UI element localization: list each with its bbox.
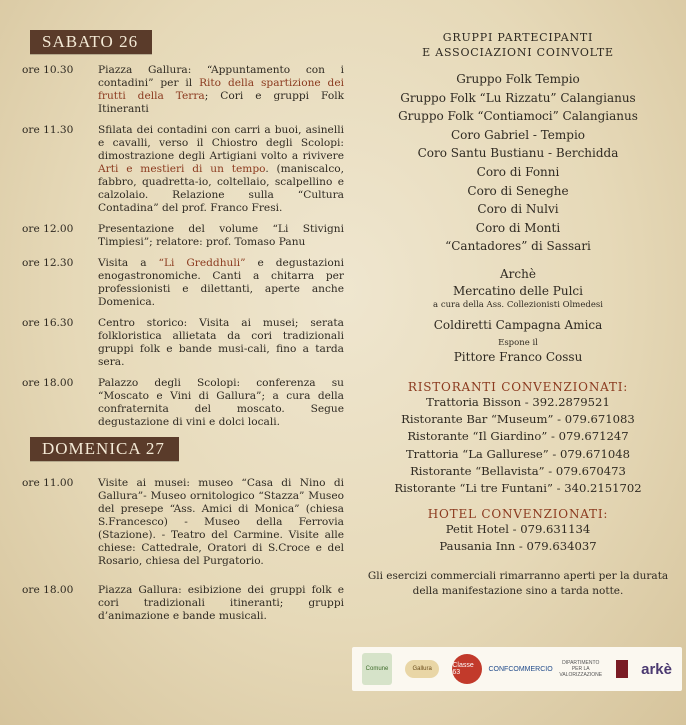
list-item: Petit Hotel - 079.631134 [445,522,591,537]
sabato-banner: SABATO 26 [30,30,152,54]
closing-note: Gli esercizi commerciali rimarranno aperti per la durata della manifestazione sino a tarda notte. [367,570,669,598]
list-item: Ristorante Bar “Museum” - 079.671083 [401,412,635,427]
event-description: Centro storico: Visita ai musei; serata folkloristica allietata da cori tradizionali gruppi folk e bande musi-cali, fino a tarda sera. [98,317,344,368]
event-highlight: Arti e mestieri di un tempo [98,163,266,175]
ristoranti-title: RISTORANTI CONVENZIONATI: [407,379,629,394]
gallura-logo: Gallura [405,660,439,678]
sponsor-logos [352,647,682,691]
event-row [22,223,344,249]
list-item: Gruppo Folk “Contiamoci” Calangianus [398,109,638,124]
list-item: Trattoria “La Gallurese” - 079.671048 [405,446,631,461]
event-row [22,377,344,429]
dipartimento-logo: DIPARTIMENTO PER LA VALORIZZAZIONE [559,660,603,678]
list-item: Trattoria Bisson - 392.2879521 [426,394,610,409]
classe63-logo: Classe 63 [452,654,482,684]
list-item: Pausania Inn - 079.634037 [439,539,597,554]
event-time: ore 11.30 [22,124,74,136]
gruppi-title-line1: GRUPPI PARTECIPANTI [442,31,594,44]
event-description: Palazzo degli Scolopi: conferenza su “Moscato e Vini di Gallura”; a cura della confraternita del moscato. Segue degustazione di vini e dolci locali. [98,377,344,428]
event-row [22,257,344,309]
schedule-column [22,30,344,631]
event-description: Piazza Gallura: esibizione dei gruppi folk e cori tradizionali itineranti; gruppi d’animazione e bande musicali. [98,584,344,622]
hotel-list [352,521,684,555]
emblem-icon [616,660,628,678]
event-row [22,64,344,116]
event-time: ore 16.30 [22,317,74,329]
ristoranti-list [352,394,684,497]
event-time: ore 18.00 [22,377,74,389]
hotel-title: HOTEL CONVENZIONATI: [427,507,609,522]
event-time: ore 12.00 [22,223,74,235]
event-description: Visite ai musei: museo “Casa di Nino di Gallura”- Museo ornitologico “Stazza” Museo del presepe “Ass. Amici di Monica” (chiesa S.Francesco) - Museo della Ferrovia (Stazione). - Teatro del Carmine. Visite alle chiese: Cattedrale, Oratori di S.Croce e del Rosario, chiesa del Purgatorio. [98,477,344,567]
list-item: Gruppo Folk “Lu Rizzatu” Calangianus [400,90,636,105]
event-row [22,317,344,369]
arche-name: Archè [500,266,536,281]
confcommercio-logo: CONFCOMMERCIO [488,665,553,673]
arche-block [352,266,684,366]
list-item: Ristorante “Il Giardino” - 079.671247 [407,429,629,444]
comune-logo: Comune [362,653,392,685]
list-item: Coro di Seneghe [467,183,569,198]
pittore-name: Pittore Franco Cossu [453,349,583,364]
list-item: Coro di Fonni [476,164,560,179]
list-item: Ristorante “Bellavista” - 079.670473 [410,463,626,478]
gruppi-list [352,70,684,256]
domenica-schedule [22,477,344,623]
domenica-banner: DOMENICA 27 [30,437,179,461]
list-item: Coro Gabriel - Tempio [450,127,586,142]
mercatino-title: Mercatino delle Pulci [452,283,583,298]
event-row [22,124,344,215]
event-time: ore 18.00 [22,584,74,596]
list-item: “Cantadores” di Sassari [445,239,591,254]
coldiretti: Coldiretti Campagna Amica [433,317,603,332]
list-item: Ristorante “Li tre Funtani” - 340.2151702 [394,480,642,495]
event-description: Presentazione del volume “Li Stivigni Timpiesi”; relatore: prof. Tomaso Panu [98,223,344,248]
list-item: Coro di Monti [475,220,561,235]
event-description: Sfilata dei contadini con carri a buoi, asinelli e cavalli, verso il Chiostro degli Scolopi: dimostrazione degli Artigiani volto a rivivere Arti e mestieri di un tempo. (maniscalco, fabbro, quadretta-io, coltellaio, scalpellino e calzolaio. Relazione sulla “Cultura Contadina” del prof. Franco Fresi. [98,124,344,214]
event-description: Piazza Gallura: “Appuntamento con i contadini” per il Rito della spartizione dei frutti della Terra; Cori e gruppi Folk Itineranti [98,64,345,115]
event-row [22,477,344,568]
list-item: Gruppo Folk Tempio [456,72,580,86]
event-description: Visita a “Li Greddhuli” e degustazioni enogastronomiche. Canti a chitarra per professionisti e dilettanti, aperte anche Domenica. [98,257,344,308]
event-time: ore 12.30 [22,257,74,269]
event-highlight: “Li Greddhuli” [158,257,246,269]
espone-label: Espone il [498,337,538,348]
arke-logo: arkè [641,660,672,678]
list-item: Coro Santu Bustianu - Berchidda [417,146,619,161]
event-time: ore 11.00 [22,477,74,489]
gruppi-title-line2: E ASSOCIAZIONI COINVOLTE [422,46,614,59]
mercatino-subtitle: a cura della Ass. Collezionisti Olmedesi [433,299,603,310]
event-highlight: Rito della spartizione dei frutti della Terra [98,77,344,102]
info-column [352,30,684,599]
event-row [22,584,344,623]
sabato-schedule [22,64,344,429]
list-item: Coro di Nulvi [477,202,559,217]
event-time: ore 10.30 [22,64,74,76]
